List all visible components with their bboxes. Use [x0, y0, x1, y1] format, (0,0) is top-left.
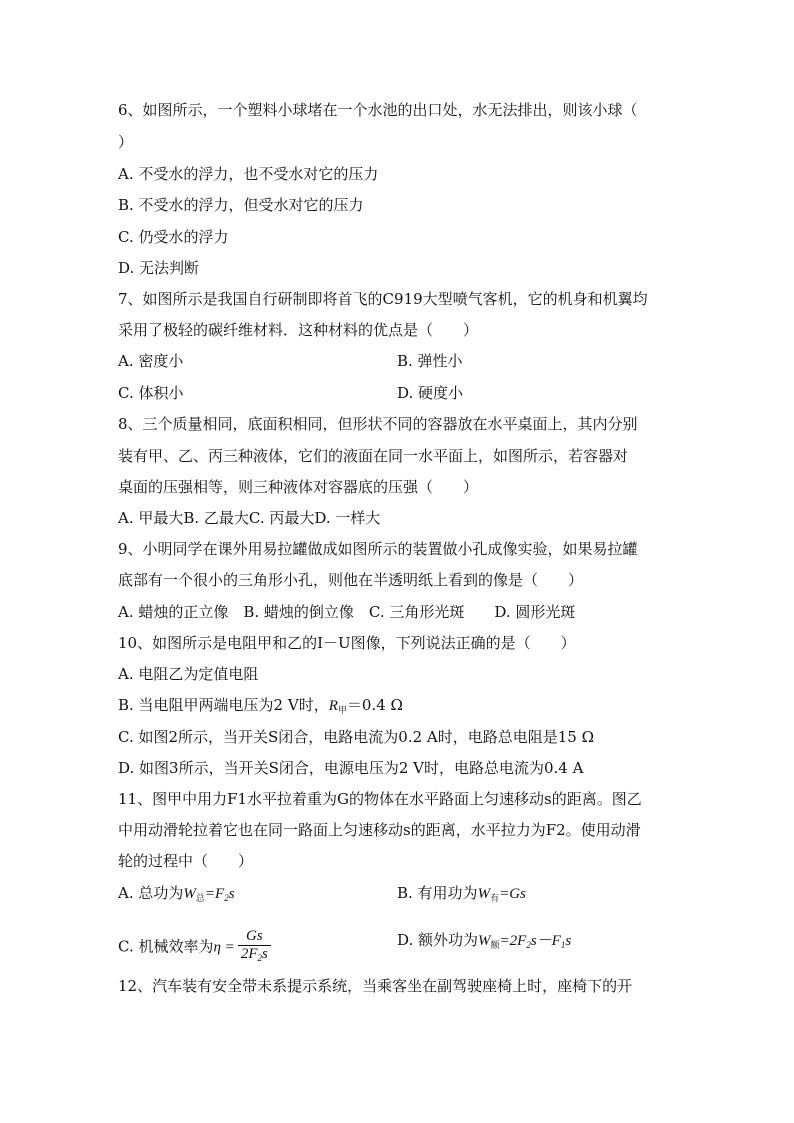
q11-option-b-w: W [477, 886, 491, 902]
q11-option-c-text: C. 机械效率为 [118, 937, 214, 956]
q11-option-c [118, 928, 271, 967]
q11-option-a [118, 883, 235, 909]
q7-option-a: A. 密度小 [118, 352, 184, 370]
q11-stem-line3: 轮的过程中（ ） [118, 852, 254, 870]
q11-option-d [397, 930, 571, 956]
q11-option-c-den-s: s [261, 946, 268, 962]
q10-option-b-text: B. 当电阻甲两端电压为2 V时， [118, 696, 329, 714]
q7-stem-line1: 7、如图所示是我国自行研制即将首飞的C919大型喷气客机，它的机身和机翼均 [118, 290, 648, 308]
q11-option-d-w-sub: 额 [490, 941, 500, 951]
q8-options: A. 甲最大B. 乙最大C. 丙最大D. 一样大 [118, 509, 381, 527]
q11-option-b-w-sub: 有 [490, 894, 500, 904]
q6-option-c: C. 仍受水的浮力 [118, 228, 229, 246]
q6-stem-line2: ） [118, 133, 134, 151]
q9-stem-line2: 底部有一个很小的三角形小孔，则他在半透明纸上看到的像是（ ） [118, 571, 584, 589]
q7-stem-line2: 采用了极轻的碳纤维材料．这种材料的优点是（ ） [118, 321, 479, 339]
q8-stem-line2: 装有甲、乙、丙三种液体，它们的液面在同一水平面上，如图所示，若容器对 [118, 447, 629, 465]
q6-option-a: A. 不受水的浮力，也不受水对它的压力 [118, 165, 379, 183]
q11-option-a-text: A. 总功为 [118, 884, 184, 902]
q11-option-c-fraction [238, 928, 271, 967]
q11-option-b-expr: =Gs [499, 886, 526, 902]
q11-option-a-expr: =F [204, 886, 225, 902]
q11-option-a-w: W [183, 886, 196, 902]
q11-option-c-denominator [238, 946, 271, 967]
q11-option-d-mid: s－F [530, 933, 561, 949]
q11-option-d-f1-sub: 1 [560, 940, 566, 950]
q10-option-a: A. 电阻乙为定值电阻 [118, 665, 259, 683]
q10-option-b-value: ＝0.4 Ω [346, 696, 403, 714]
q10-option-b [118, 695, 403, 721]
q11-option-a-f-sub: 2 [224, 893, 229, 903]
q11-option-d-s: s [565, 933, 572, 949]
q11-option-a-s: s [228, 886, 235, 902]
q10-option-c: C. 如图2所示，当开关S闭合，电路电流为0.2 A时，电路总电阻是15 Ω [118, 728, 595, 746]
q11-option-b-text: B. 有用功为 [397, 884, 478, 902]
q12-stem-line1: 12、汽车装有安全带未系提示系统，当乘客坐在副驾驶座椅上时，座椅下的开 [118, 977, 633, 995]
q11-option-b [397, 883, 526, 909]
q11-option-d-text: D. 额外功为 [397, 931, 479, 949]
q11-option-c-eta: η = [213, 939, 235, 956]
q8-stem-line1: 8、三个质量相同，底面积相同，但形状不同的容器放在水平桌面上，其内分别 [118, 415, 638, 433]
q6-option-d: D. 无法判断 [118, 259, 200, 277]
q10-option-b-subscript: 甲 [337, 706, 347, 716]
q7-option-b: B. 弹性小 [397, 352, 463, 370]
q8-stem-line3: 桌面的压强相等，则三种液体对容器底的压强（ ） [118, 478, 479, 496]
q7-option-d: D. 硬度小 [397, 384, 464, 402]
q11-option-d-expr: =2F [499, 933, 527, 949]
q11-option-c-den-sub: 2 [257, 953, 262, 963]
q11-option-c-den-f: 2F [240, 946, 258, 962]
q10-option-d: D. 如图3所示，当开关S闭合，电源电压为2 V时，电路总电流为0.4 A [118, 759, 584, 777]
q11-stem-line2: 中用动滑轮拉着它也在同一路面上匀速移动s的距离，水平拉力为F2。使用动滑 [118, 821, 641, 839]
q10-option-b-symbol: R [328, 698, 338, 714]
q11-option-d-f2-sub: 2 [526, 940, 531, 950]
q9-stem-line1: 9、小明同学在课外用易拉罐做成如图所示的装置做小孔成像实验，如果易拉罐 [118, 540, 638, 558]
q7-option-c: C. 体积小 [118, 384, 184, 402]
q9-options: A. 蜡烛的正立像 B. 蜡烛的倒立像 C. 三角形光斑 D. 圆形光斑 [118, 603, 576, 621]
q11-stem-line1: 11、图甲中用力F1水平拉着重为G的物体在水平路面上匀速移动s的距离。图乙 [118, 790, 642, 808]
q10-stem: 10、如图所示是电阻甲和乙的I－U图像，下列说法正确的是（ ） [118, 634, 576, 652]
q6-option-b: B. 不受水的浮力，但受水对它的压力 [118, 196, 364, 214]
q11-option-c-numerator: Gs [238, 928, 271, 946]
q11-option-a-w-sub: 总 [195, 894, 205, 904]
q11-option-d-w: W [478, 933, 491, 949]
q6-stem-line1: 6、如图所示，一个塑料小球堵在一个水池的出口处，水无法排出，则该小球（ [118, 101, 638, 119]
